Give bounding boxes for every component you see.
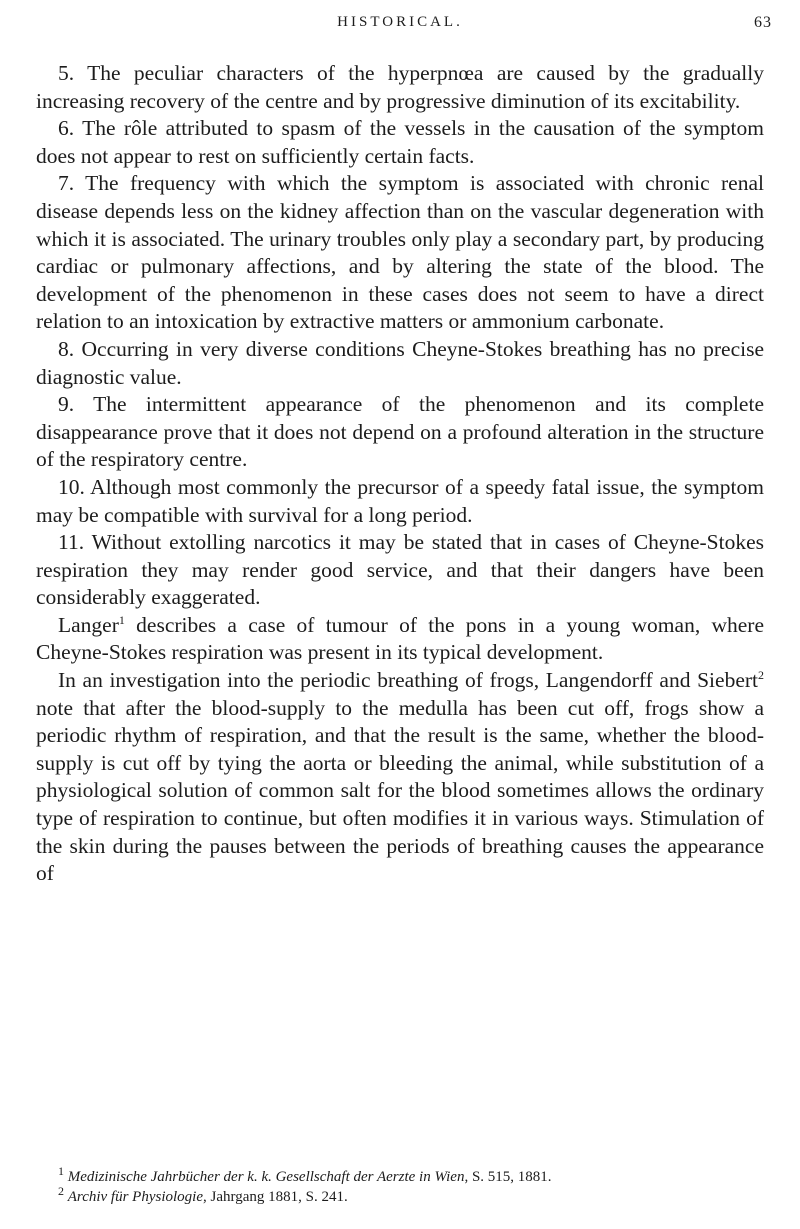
footnote-marker: 1 (58, 1164, 64, 1178)
footnote-1 (36, 1164, 764, 1187)
footnote-ref-1: 1 (118, 612, 125, 627)
paragraph-11: 11. Without extolling narcotics it may be stated that in cases of Cheyne-Stokes respiration they may render good service, and that their dangers have been considerably exaggerated. (36, 530, 764, 610)
footnote-source: Medizinische Jahrbücher der k. k. Gesellschaft der Aerzte in Wien (67, 1169, 465, 1185)
page-number: 63 (754, 14, 772, 31)
paragraph-langer (36, 612, 764, 667)
paragraph-5: 5. The peculiar characters of the hyperpnœa are caused by the gradually increasing recovery of the centre and by progressive diminution of its excitability. (36, 61, 764, 113)
langer-text: describes a case of tumour of the pons in a young woman, where Cheyne-Stokes respiration was present in its typical development. (36, 612, 764, 665)
langendorff-text-after: note that after the blood-supply to the medulla has been cut off, frogs show a periodic rhythm of respiration, and that the result is the same, whether the blood-supply is cut off by tying the aorta or bleeding the animal, while substitution of a physiological solution of common salt for the blood sometimes allows the ordinary type of respiration to continue, but often modifies it in various ways. Stimulation of the skin during the pauses between the periods of breathing causes the appearance of (36, 695, 764, 886)
langendorff-text-before: In an investigation into the periodic breathing of frogs, Langendorff and Siebert (58, 668, 758, 693)
footnote-2 (36, 1184, 764, 1207)
paragraph-10: 10. Although most commonly the precursor of a speedy fatal issue, the symptom may be compatible with survival for a long period. (36, 474, 764, 527)
paragraph-8: 8. Occurring in very diverse conditions Cheyne-Stokes breathing has no precise diagnostic value. (36, 336, 764, 389)
footnotes (36, 1164, 764, 1207)
footnote-ref-2: 2 (758, 667, 764, 682)
langer-name: Langer (58, 612, 119, 637)
body-text (36, 60, 764, 888)
footnote-detail: , S. 515, 1881. (464, 1169, 552, 1185)
running-head: HISTORICAL. (337, 14, 463, 30)
paragraph-langendorff (36, 667, 764, 888)
footnote-marker: 2 (58, 1184, 64, 1198)
footnote-detail: , Jahrgang 1881, S. 241. (203, 1189, 348, 1205)
paragraph-7: 7. The frequency with which the symptom is associated with chronic renal disease depends less on the kidney affection than on the vascular degeneration with which it is associated. The urinary troubles only play a secondary part, by producing cardiac or pulmonary affections, and by altering the state of the blood. The development of the phenomenon in these cases does not seem to have a direct relation to an intoxication by extractive matters or ammonium carbonate. (36, 171, 764, 334)
footnote-source: Archiv für Physiologie (67, 1189, 203, 1205)
paragraph-6: 6. The rôle attributed to spasm of the vessels in the causation of the symptom does not appear to rest on sufficiently certain facts. (36, 116, 764, 168)
paragraph-9: 9. The intermittent appearance of the phenomenon and its complete disappearance prove that it does not depend on a profound alteration in the structure of the respiratory centre. (36, 392, 764, 472)
page-header (0, 14, 800, 38)
